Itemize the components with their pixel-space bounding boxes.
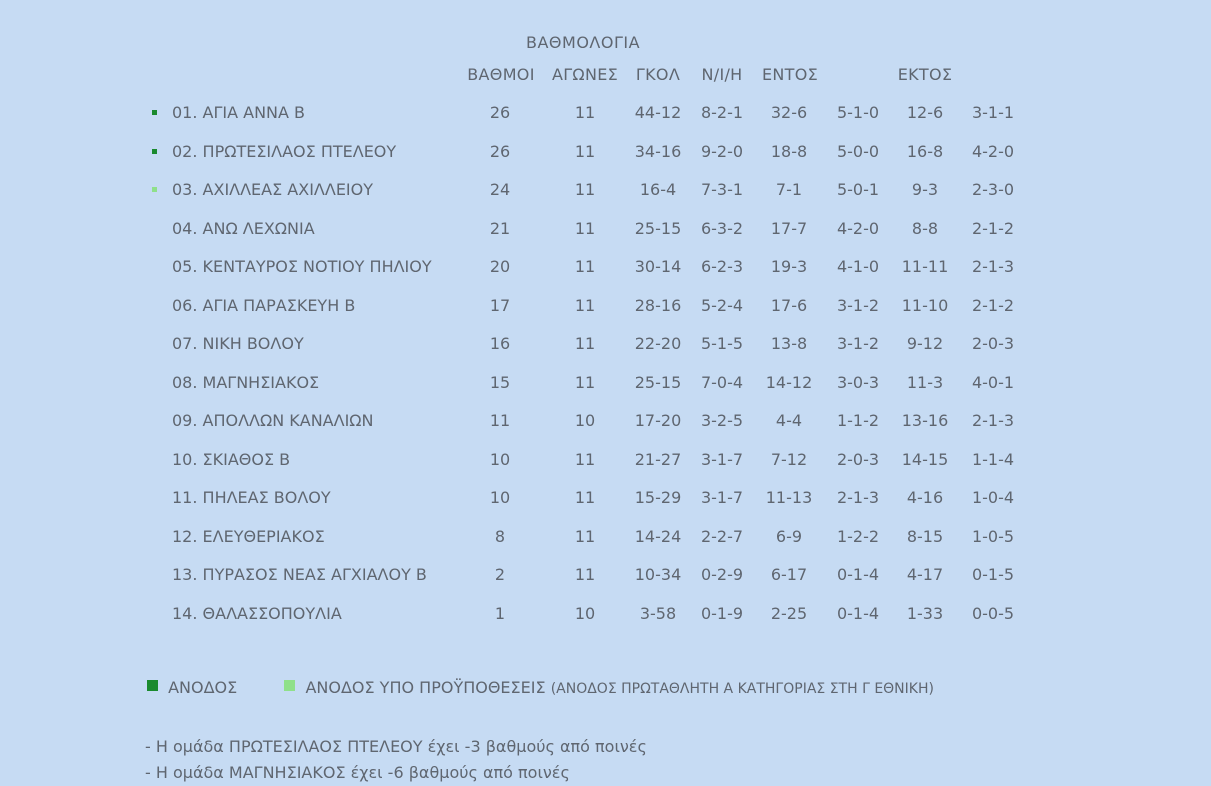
games-cell: 11 — [574, 180, 596, 199]
points-cell: 10 — [489, 449, 511, 469]
away-goals-cell: 8-8 — [911, 218, 939, 238]
goals-cell: 34-16 — [634, 141, 682, 161]
points-cell: 26 — [489, 141, 511, 161]
record-cell: 7-3-1 — [700, 180, 744, 199]
home-record-cell: 3-1-2 — [836, 295, 880, 315]
team-name: 11. ΠΗΛΕΑΣ ΒΟΛΟΥ — [172, 488, 331, 507]
away-record-cell: 0-0-5 — [971, 603, 1015, 623]
record-cell: 7-0-4 — [700, 372, 744, 392]
home-record-cell: 3-1-2 — [836, 334, 880, 353]
record-cell: 8-2-1 — [700, 103, 744, 122]
record-cell: 5-2-4 — [700, 295, 744, 315]
home-record-cell: 0-1-4 — [836, 565, 880, 584]
away-goals-cell: 4-17 — [906, 565, 944, 584]
table-row — [0, 98, 1211, 128]
goals-cell: 10-34 — [634, 565, 682, 584]
home-goals-cell: 4-4 — [775, 411, 803, 430]
record-cell: 6-3-2 — [700, 218, 744, 238]
record-cell: 9-2-0 — [700, 141, 744, 161]
goals-cell: 15-29 — [634, 488, 682, 507]
points-cell: 8 — [494, 526, 506, 546]
away-record-cell: 2-1-2 — [971, 218, 1015, 238]
team-name: 10. ΣΚΙΑΘΟΣ Β — [172, 449, 291, 469]
games-cell: 11 — [574, 295, 596, 315]
record-cell: 0-2-9 — [700, 565, 744, 584]
goals-cell: 28-16 — [634, 295, 682, 315]
header-goals: ΓΚΟΛ — [635, 65, 681, 84]
away-record-cell: 3-1-1 — [971, 103, 1015, 122]
home-record-cell: 5-0-0 — [836, 141, 880, 161]
away-record-cell: 1-0-4 — [971, 488, 1015, 507]
away-goals-cell: 11-3 — [906, 372, 944, 392]
legend-conditional-swatch — [284, 680, 295, 691]
team-name: 01. ΑΓΙΑ ΑΝΝΑ Β — [172, 103, 306, 122]
away-record-cell: 2-1-3 — [971, 411, 1015, 430]
team-name: 03. ΑΧΙΛΛΕΑΣ ΑΧΙΛΛΕΙΟΥ — [172, 180, 374, 199]
games-cell: 11 — [574, 526, 596, 546]
games-cell: 11 — [574, 257, 596, 276]
home-goals-cell: 2-25 — [770, 603, 808, 623]
table-row — [0, 291, 1211, 321]
points-cell: 24 — [489, 180, 511, 199]
promotion-marker — [152, 110, 157, 115]
table-row — [0, 175, 1211, 205]
legend-promotion-swatch — [147, 680, 158, 691]
table-row — [0, 406, 1211, 436]
team-name: 13. ΠΥΡΑΣΟΣ ΝΕΑΣ ΑΓΧΙΑΛΟΥ Β — [172, 565, 427, 584]
away-goals-cell: 8-15 — [906, 526, 944, 546]
home-goals-cell: 6-9 — [775, 526, 803, 546]
team-name: 08. ΜΑΓΝΗΣΙΑΚΟΣ — [172, 372, 320, 392]
table-row — [0, 368, 1211, 398]
points-cell: 20 — [489, 257, 511, 276]
goals-cell: 3-58 — [639, 603, 677, 623]
goals-cell: 21-27 — [634, 449, 682, 469]
header-home: ΕΝΤΟΣ — [761, 65, 819, 84]
away-goals-cell: 14-15 — [901, 449, 949, 469]
table-row — [0, 560, 1211, 590]
games-cell: 11 — [574, 103, 596, 122]
team-name: 02. ΠΡΩΤΕΣΙΛΑΟΣ ΠΤΕΛΕΟΥ — [172, 141, 397, 161]
home-goals-cell: 17-6 — [770, 295, 808, 315]
home-goals-cell: 19-3 — [770, 257, 808, 276]
away-record-cell: 4-2-0 — [971, 141, 1015, 161]
home-goals-cell: 7-12 — [770, 449, 808, 469]
away-record-cell: 1-1-4 — [971, 449, 1015, 469]
legend — [147, 678, 934, 697]
home-record-cell: 3-0-3 — [836, 372, 880, 392]
table-row — [0, 252, 1211, 282]
team-name: 12. ΕΛΕΥΘΕΡΙΑΚΟΣ — [172, 526, 325, 546]
table-row — [0, 445, 1211, 475]
points-cell: 21 — [489, 218, 511, 238]
table-row — [0, 137, 1211, 167]
record-cell: 3-2-5 — [700, 411, 744, 430]
points-cell: 10 — [489, 488, 511, 507]
goals-cell: 22-20 — [634, 334, 682, 353]
home-record-cell: 0-1-4 — [836, 603, 880, 623]
away-goals-cell: 16-8 — [906, 141, 944, 161]
goals-cell: 14-24 — [634, 526, 682, 546]
goals-cell: 25-15 — [634, 372, 682, 392]
home-record-cell: 2-0-3 — [836, 449, 880, 469]
home-record-cell: 4-1-0 — [836, 257, 880, 276]
record-cell: 3-1-7 — [700, 449, 744, 469]
header-record: Ν/Ι/Η — [701, 65, 743, 84]
games-cell: 11 — [574, 218, 596, 238]
games-cell: 11 — [574, 372, 596, 392]
games-cell: 10 — [574, 411, 596, 430]
team-name: 07. ΝΙΚΗ ΒΟΛΟΥ — [172, 334, 304, 353]
team-name: 04. ΑΝΩ ΛΕΧΩΝΙΑ — [172, 218, 315, 238]
conditional-marker — [152, 187, 157, 192]
away-record-cell: 1-0-5 — [971, 526, 1015, 546]
home-record-cell: 5-0-1 — [836, 180, 880, 199]
penalty-note-2: - Η ομάδα ΜΑΓΝΗΣΙΑΚΟΣ έχει -6 βαθμούς από ποινές — [145, 763, 570, 782]
legend-promotion-label: ΑΝΟΔΟΣ — [168, 678, 238, 697]
table-row — [0, 483, 1211, 513]
away-record-cell: 2-1-2 — [971, 295, 1015, 315]
goals-cell: 25-15 — [634, 218, 682, 238]
home-record-cell: 4-2-0 — [836, 218, 880, 238]
away-goals-cell: 13-16 — [901, 411, 949, 430]
record-cell: 0-1-9 — [700, 603, 744, 623]
away-record-cell: 4-0-1 — [971, 372, 1015, 392]
home-goals-cell: 13-8 — [770, 334, 808, 353]
header-games: ΑΓΩΝΕΣ — [551, 65, 619, 84]
team-name: 06. ΑΓΙΑ ΠΑΡΑΣΚΕΥΗ Β — [172, 295, 356, 315]
header-away: ΕΚΤΟΣ — [897, 65, 953, 84]
team-name: 09. ΑΠΟΛΛΩΝ ΚΑΝΑΛΙΩΝ — [172, 411, 374, 430]
points-cell: 15 — [489, 372, 511, 392]
home-record-cell: 1-2-2 — [836, 526, 880, 546]
away-goals-cell: 9-3 — [911, 180, 939, 199]
away-goals-cell: 12-6 — [906, 103, 944, 122]
team-name: 05. ΚΕΝΤΑΥΡΟΣ ΝΟΤΙΟΥ ΠΗΛΙΟΥ — [172, 257, 432, 276]
home-goals-cell: 18-8 — [770, 141, 808, 161]
away-record-cell: 2-0-3 — [971, 334, 1015, 353]
header-points: ΒΑΘΜΟΙ — [467, 65, 535, 84]
table-row — [0, 214, 1211, 244]
home-goals-cell: 6-17 — [770, 565, 808, 584]
goals-cell: 17-20 — [634, 411, 682, 430]
goals-cell: 16-4 — [639, 180, 677, 199]
home-goals-cell: 17-7 — [770, 218, 808, 238]
home-goals-cell: 11-13 — [765, 488, 813, 507]
home-goals-cell: 7-1 — [775, 180, 803, 199]
points-cell: 16 — [489, 334, 511, 353]
games-cell: 11 — [574, 449, 596, 469]
goals-cell: 44-12 — [634, 103, 682, 122]
goals-cell: 30-14 — [634, 257, 682, 276]
team-name: 14. ΘΑΛΑΣΣΟΠΟΥΛΙΑ — [172, 603, 342, 623]
away-record-cell: 0-1-5 — [971, 565, 1015, 584]
away-record-cell: 2-3-0 — [971, 180, 1015, 199]
home-goals-cell: 14-12 — [765, 372, 813, 392]
home-record-cell: 5-1-0 — [836, 103, 880, 122]
points-cell: 2 — [494, 565, 506, 584]
games-cell: 11 — [574, 141, 596, 161]
table-row — [0, 522, 1211, 552]
away-record-cell: 2-1-3 — [971, 257, 1015, 276]
standings-title: ΒΑΘΜΟΛΟΓΙΑ — [526, 33, 641, 52]
away-goals-cell: 1-33 — [906, 603, 944, 623]
record-cell: 5-1-5 — [700, 334, 744, 353]
legend-conditional-note: (ΑΝΟΔΟΣ ΠΡΩΤΑΘΛΗΤΗ Α ΚΑΤΗΓΟΡΙΑΣ ΣΤΗ Γ ΕΘΝΙΚΗ) — [550, 681, 934, 697]
record-cell: 3-1-7 — [700, 488, 744, 507]
legend-conditional-label: ΑΝΟΔΟΣ ΥΠΟ ΠΡΟΫΠΟΘΕΣΕΙΣ — [305, 678, 546, 697]
away-goals-cell: 11-11 — [901, 257, 949, 276]
away-goals-cell: 4-16 — [906, 488, 944, 507]
games-cell: 11 — [574, 565, 596, 584]
record-cell: 6-2-3 — [700, 257, 744, 276]
home-goals-cell: 32-6 — [770, 103, 808, 122]
away-goals-cell: 9-12 — [906, 334, 944, 353]
away-goals-cell: 11-10 — [901, 295, 949, 315]
home-record-cell: 2-1-3 — [836, 488, 880, 507]
promotion-marker — [152, 149, 157, 154]
points-cell: 17 — [489, 295, 511, 315]
table-row — [0, 329, 1211, 359]
games-cell: 11 — [574, 334, 596, 353]
points-cell: 11 — [489, 411, 511, 430]
record-cell: 2-2-7 — [700, 526, 744, 546]
table-row — [0, 599, 1211, 629]
points-cell: 1 — [494, 603, 506, 623]
penalty-note-1: - Η ομάδα ΠΡΩΤΕΣΙΛΑΟΣ ΠΤΕΛΕΟΥ έχει -3 βαθμούς από ποινές — [145, 737, 647, 756]
games-cell: 10 — [574, 603, 596, 623]
points-cell: 26 — [489, 103, 511, 122]
home-record-cell: 1-1-2 — [836, 411, 880, 430]
games-cell: 11 — [574, 488, 596, 507]
